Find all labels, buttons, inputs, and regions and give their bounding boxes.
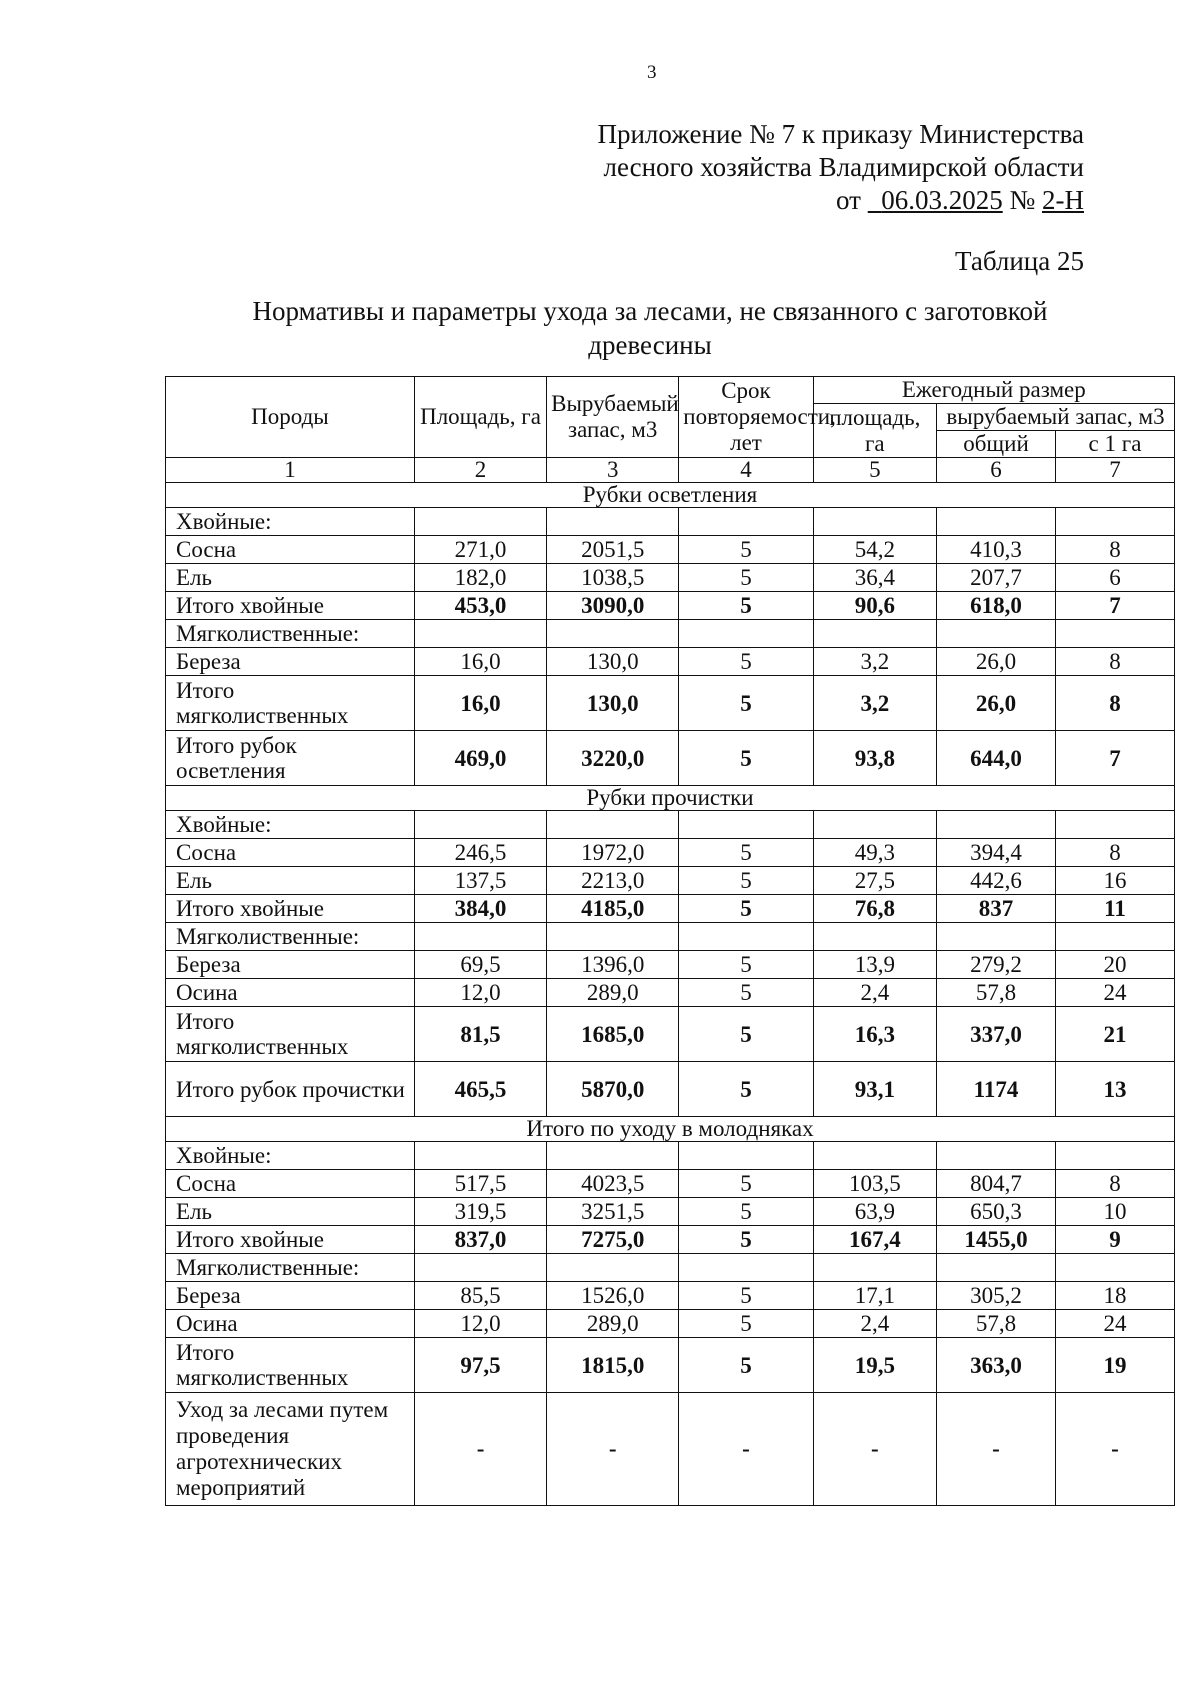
value-cell: 5 (679, 1338, 813, 1393)
value-cell: 650,3 (937, 1198, 1056, 1226)
value-cell: - (813, 1393, 936, 1506)
value-cell: 1685,0 (547, 1007, 679, 1062)
value-cell (679, 508, 813, 536)
value-cell (937, 811, 1056, 839)
value-cell: 618,0 (937, 592, 1056, 620)
value-cell: 90,6 (813, 592, 936, 620)
section-row (166, 1117, 1175, 1142)
value-cell: 36,4 (813, 564, 936, 592)
value-cell: 5 (679, 1310, 813, 1338)
value-cell: 319,5 (414, 1198, 546, 1226)
value-cell: 13,9 (813, 951, 936, 979)
value-cell: 5 (679, 1226, 813, 1254)
value-cell: 5 (679, 1198, 813, 1226)
value-cell: 2,4 (813, 1310, 936, 1338)
value-cell (1055, 923, 1174, 951)
value-cell (679, 620, 813, 648)
value-cell: 837 (937, 895, 1056, 923)
table-row (166, 1062, 1175, 1117)
value-cell: 1455,0 (937, 1226, 1056, 1254)
table-row (166, 979, 1175, 1007)
value-cell (414, 1142, 546, 1170)
value-cell (547, 508, 679, 536)
value-cell: 1526,0 (547, 1282, 679, 1310)
species-cell: Хвойные: (166, 811, 415, 839)
value-cell (547, 1142, 679, 1170)
value-cell: 453,0 (414, 592, 546, 620)
value-cell: 8 (1055, 1170, 1174, 1198)
value-cell (1055, 1142, 1174, 1170)
value-cell: 24 (1055, 1310, 1174, 1338)
value-cell: 5 (679, 1062, 813, 1117)
value-cell: 3251,5 (547, 1198, 679, 1226)
table-row (166, 1393, 1175, 1506)
value-cell: 305,2 (937, 1282, 1056, 1310)
value-cell: 289,0 (547, 1310, 679, 1338)
value-cell (679, 811, 813, 839)
value-cell: 804,7 (937, 1170, 1056, 1198)
value-cell: 5 (679, 564, 813, 592)
number-prefix: № (1009, 185, 1036, 215)
value-cell: 16 (1055, 867, 1174, 895)
value-cell: 12,0 (414, 979, 546, 1007)
table-row (166, 731, 1175, 786)
value-cell: 3220,0 (547, 731, 679, 786)
value-cell: 69,5 (414, 951, 546, 979)
value-cell: 17,1 (813, 1282, 936, 1310)
table-row (166, 592, 1175, 620)
value-cell: 20 (1055, 951, 1174, 979)
value-cell (547, 811, 679, 839)
value-cell: 5 (679, 979, 813, 1007)
value-cell: 7 (1055, 731, 1174, 786)
appendix-header (597, 118, 1084, 217)
section-row (166, 786, 1175, 811)
value-cell: 644,0 (937, 731, 1056, 786)
table-row (166, 564, 1175, 592)
value-cell (414, 1254, 546, 1282)
value-cell: 8 (1055, 676, 1174, 731)
value-cell: - (1055, 1393, 1174, 1506)
value-cell: 5 (679, 676, 813, 731)
value-cell (1055, 1254, 1174, 1282)
value-cell: 5 (679, 895, 813, 923)
value-cell: 167,4 (813, 1226, 936, 1254)
value-cell (547, 1254, 679, 1282)
species-cell: Ель (166, 564, 415, 592)
header-annual-stock: вырубаемый запас, м3 (937, 404, 1175, 431)
column-number: 3 (547, 458, 679, 483)
value-cell (813, 1254, 936, 1282)
value-cell (937, 1254, 1056, 1282)
table-body (166, 483, 1175, 1506)
table-row (166, 1198, 1175, 1226)
value-cell: 3090,0 (547, 592, 679, 620)
value-cell: 5 (679, 1170, 813, 1198)
value-cell: 3,2 (813, 676, 936, 731)
appendix-date-line (597, 184, 1084, 217)
species-cell: Хвойные: (166, 1142, 415, 1170)
species-cell: Итого хвойные (166, 895, 415, 923)
species-cell: Итого мягколиственных (166, 1007, 415, 1062)
value-cell: 130,0 (547, 648, 679, 676)
value-cell: 2,4 (813, 979, 936, 1007)
table-row (166, 867, 1175, 895)
species-cell: Ель (166, 867, 415, 895)
value-cell: 5 (679, 648, 813, 676)
value-cell: 469,0 (414, 731, 546, 786)
section-title: Рубки прочистки (166, 786, 1175, 811)
species-cell: Уход за лесами путем проведения агротехнических мероприятий (166, 1393, 415, 1506)
value-cell: 16,3 (813, 1007, 936, 1062)
value-cell: 13 (1055, 1062, 1174, 1117)
value-cell: 26,0 (937, 648, 1056, 676)
value-cell (1055, 620, 1174, 648)
species-cell: Итого мягколиственных (166, 1338, 415, 1393)
value-cell: - (414, 1393, 546, 1506)
value-cell: 207,7 (937, 564, 1056, 592)
value-cell: 5 (679, 1007, 813, 1062)
table-row (166, 923, 1175, 951)
value-cell (679, 1254, 813, 1282)
value-cell: 16,0 (414, 648, 546, 676)
value-cell: 1396,0 (547, 951, 679, 979)
table-number: Таблица 25 (955, 246, 1084, 276)
value-cell: 11 (1055, 895, 1174, 923)
value-cell: 18 (1055, 1282, 1174, 1310)
header-area: Площадь, га (414, 377, 546, 458)
column-number: 2 (414, 458, 546, 483)
appendix-line-1: Приложение № 7 к приказу Министерства (597, 119, 1084, 149)
value-cell (813, 923, 936, 951)
species-cell: Береза (166, 648, 415, 676)
value-cell: 2213,0 (547, 867, 679, 895)
value-cell: 54,2 (813, 536, 936, 564)
species-cell: Осина (166, 1310, 415, 1338)
section-row (166, 483, 1175, 508)
value-cell: 5 (679, 1282, 813, 1310)
column-number: 7 (1055, 458, 1174, 483)
value-cell (813, 811, 936, 839)
species-cell: Хвойные: (166, 508, 415, 536)
value-cell: 837,0 (414, 1226, 546, 1254)
value-cell: 289,0 (547, 979, 679, 1007)
table-row (166, 1338, 1175, 1393)
document-title: Нормативы и параметры ухода за лесами, не связанного с заготовкой древесины (252, 296, 1048, 360)
value-cell: 9 (1055, 1226, 1174, 1254)
value-cell: 8 (1055, 839, 1174, 867)
header-total: общий (937, 431, 1056, 458)
value-cell (414, 923, 546, 951)
value-cell: 337,0 (937, 1007, 1056, 1062)
value-cell: 93,8 (813, 731, 936, 786)
species-cell: Итого хвойные (166, 592, 415, 620)
value-cell: 517,5 (414, 1170, 546, 1198)
table-row (166, 620, 1175, 648)
value-cell: 363,0 (937, 1338, 1056, 1393)
value-cell (1055, 811, 1174, 839)
value-cell: - (679, 1393, 813, 1506)
species-cell: Сосна (166, 1170, 415, 1198)
value-cell: 19 (1055, 1338, 1174, 1393)
value-cell: 1174 (937, 1062, 1056, 1117)
forest-care-table (165, 376, 1175, 1506)
species-cell: Мягколиственные: (166, 923, 415, 951)
value-cell: 1972,0 (547, 839, 679, 867)
value-cell: 5 (679, 731, 813, 786)
value-cell: 49,3 (813, 839, 936, 867)
value-cell: 5 (679, 867, 813, 895)
value-cell: 5 (679, 839, 813, 867)
value-cell (414, 508, 546, 536)
value-cell: 63,9 (813, 1198, 936, 1226)
value-cell: 4023,5 (547, 1170, 679, 1198)
value-cell (937, 508, 1056, 536)
table-row (166, 839, 1175, 867)
table-row (166, 1254, 1175, 1282)
header-annual-area: площадь, га (813, 404, 936, 458)
table-row (166, 1007, 1175, 1062)
table-row (166, 1170, 1175, 1198)
value-cell (414, 620, 546, 648)
species-cell: Мягколиственные: (166, 1254, 415, 1282)
value-cell: 246,5 (414, 839, 546, 867)
table-row (166, 1142, 1175, 1170)
value-cell: 5 (679, 536, 813, 564)
species-cell: Береза (166, 951, 415, 979)
species-cell: Мягколиственные: (166, 620, 415, 648)
value-cell: 130,0 (547, 676, 679, 731)
value-cell: - (547, 1393, 679, 1506)
column-number: 6 (937, 458, 1056, 483)
value-cell (937, 1142, 1056, 1170)
value-cell: 410,3 (937, 536, 1056, 564)
species-cell: Итого хвойные (166, 1226, 415, 1254)
value-cell: 16,0 (414, 676, 546, 731)
table-row (166, 811, 1175, 839)
value-cell: 10 (1055, 1198, 1174, 1226)
value-cell: 21 (1055, 1007, 1174, 1062)
table-row (166, 536, 1175, 564)
value-cell: 137,5 (414, 867, 546, 895)
species-cell: Ель (166, 1198, 415, 1226)
table-row (166, 508, 1175, 536)
value-cell: 1038,5 (547, 564, 679, 592)
value-cell: 97,5 (414, 1338, 546, 1393)
value-cell: 103,5 (813, 1170, 936, 1198)
species-cell: Сосна (166, 839, 415, 867)
value-cell (414, 811, 546, 839)
header-annual: Ежегодный размер (813, 377, 1174, 404)
value-cell (547, 620, 679, 648)
table-row (166, 648, 1175, 676)
value-cell: 24 (1055, 979, 1174, 1007)
column-number-row (166, 458, 1175, 483)
value-cell (679, 1142, 813, 1170)
value-cell (813, 620, 936, 648)
value-cell (547, 923, 679, 951)
date-prefix: от (836, 185, 861, 215)
header-stock: Вырубаемый запас, м3 (547, 377, 679, 458)
order-number: 2-Н (1042, 185, 1084, 215)
table-row (166, 1282, 1175, 1310)
value-cell: 279,2 (937, 951, 1056, 979)
value-cell: 5 (679, 592, 813, 620)
header-period: Срок повторяемости, лет (679, 377, 813, 458)
value-cell: 384,0 (414, 895, 546, 923)
value-cell: 85,5 (414, 1282, 546, 1310)
value-cell: 26,0 (937, 676, 1056, 731)
value-cell (937, 923, 1056, 951)
value-cell: 57,8 (937, 1310, 1056, 1338)
column-number: 1 (166, 458, 415, 483)
value-cell: 465,5 (414, 1062, 546, 1117)
value-cell: 6 (1055, 564, 1174, 592)
value-cell: 76,8 (813, 895, 936, 923)
order-date: 06.03.2025 (881, 185, 1003, 215)
value-cell (813, 1142, 936, 1170)
species-cell: Итого рубок осветления (166, 731, 415, 786)
header-species: Породы (166, 377, 415, 458)
table-row (166, 951, 1175, 979)
value-cell: 442,6 (937, 867, 1056, 895)
section-title: Итого по уходу в молодняках (166, 1117, 1175, 1142)
value-cell: 7 (1055, 592, 1174, 620)
species-cell: Береза (166, 1282, 415, 1310)
value-cell: 8 (1055, 536, 1174, 564)
value-cell: 394,4 (937, 839, 1056, 867)
value-cell: 8 (1055, 648, 1174, 676)
column-number: 5 (813, 458, 936, 483)
value-cell: 57,8 (937, 979, 1056, 1007)
value-cell: 271,0 (414, 536, 546, 564)
value-cell: - (937, 1393, 1056, 1506)
table-row (166, 1226, 1175, 1254)
appendix-line-2: лесного хозяйства Владимирской области (603, 152, 1084, 182)
value-cell: 182,0 (414, 564, 546, 592)
value-cell: 4185,0 (547, 895, 679, 923)
value-cell (1055, 508, 1174, 536)
species-cell: Итого мягколиственных (166, 676, 415, 731)
column-number: 4 (679, 458, 813, 483)
value-cell: 5 (679, 951, 813, 979)
value-cell: 81,5 (414, 1007, 546, 1062)
header-per-ha: с 1 га (1055, 431, 1174, 458)
value-cell: 12,0 (414, 1310, 546, 1338)
value-cell: 1815,0 (547, 1338, 679, 1393)
value-cell: 7275,0 (547, 1226, 679, 1254)
table-row (166, 676, 1175, 731)
species-cell: Осина (166, 979, 415, 1007)
value-cell: 5870,0 (547, 1062, 679, 1117)
value-cell: 27,5 (813, 867, 936, 895)
value-cell: 93,1 (813, 1062, 936, 1117)
value-cell (813, 508, 936, 536)
value-cell: 3,2 (813, 648, 936, 676)
value-cell (679, 923, 813, 951)
table-row (166, 895, 1175, 923)
section-title: Рубки осветления (166, 483, 1175, 508)
value-cell: 19,5 (813, 1338, 936, 1393)
species-cell: Сосна (166, 536, 415, 564)
species-cell: Итого рубок прочистки (166, 1062, 415, 1117)
value-cell: 2051,5 (547, 536, 679, 564)
value-cell (937, 620, 1056, 648)
table-row (166, 1310, 1175, 1338)
page-number: 3 (647, 62, 657, 83)
